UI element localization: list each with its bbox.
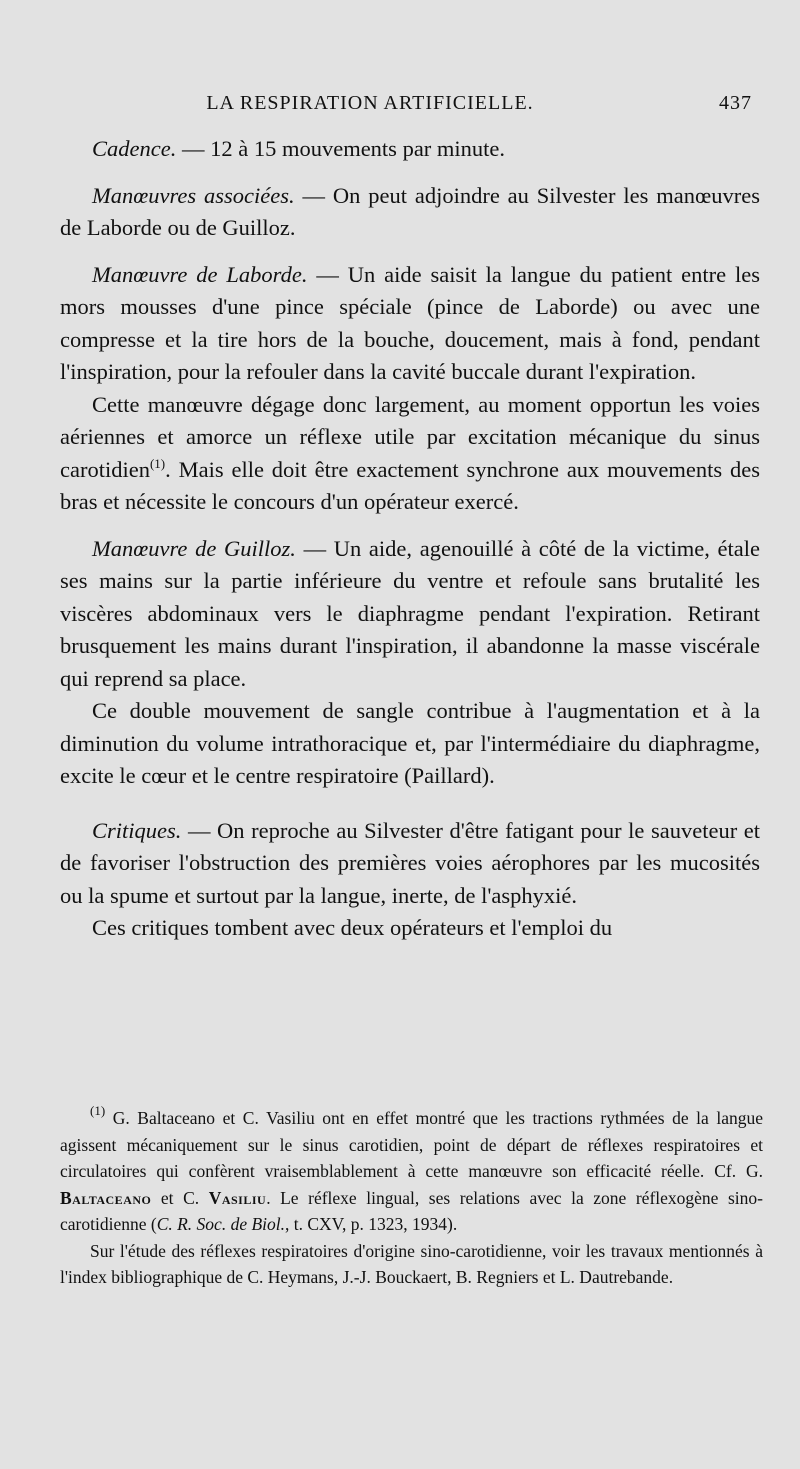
page-number: 437 [719,92,752,114]
main-text [60,133,760,945]
footnote-text: G. Baltaceano et C. Vasiliu ont en effet montré que les tractions rythmées de la langue agissent mécaniquement sur le sinus carotidien, point de départ de réflexes respiratoires et circulatoires qui confèrent vraisemblablement à cette manœuvre son efficacité réelle. Cf. G. [60,1108,763,1181]
paragraph-critiques [60,815,760,913]
paragraph-text: — On reproche au Silvester d'être fatigant pour le sauveteur et de favoriser l'obstruction des premières voies aérophores par les mucosités ou la spume et surtout par la langue, inerte, de l'asphyxié. [60,817,760,908]
running-title: LA RESPIRATION ARTIFICIELLE. [206,92,534,114]
paragraph-critiques-response [60,912,760,945]
paragraph-laborde-effect [60,389,760,519]
footnote-author: Baltaceano [60,1187,152,1208]
footnote-reference: (1) [149,455,166,471]
footnote-text: Sur l'étude des réflexes respiratoires d'origine sino-carotidienne, voir les travaux mentionnés à l'index bibliographique de C. Heymans, J.-J. Bouckaert, B. Regniers et L. Dautrebande. [60,1240,763,1287]
footnote-1 [60,1105,763,1238]
paragraph-guilloz-effect [60,695,760,793]
footnote-2 [60,1238,763,1291]
paragraph-label: Manœuvres associées. [92,182,295,208]
paragraph-manoeuvres-associees [60,180,760,245]
paragraph-manoeuvre-guilloz [60,533,760,696]
paragraph-text: Ce double mouvement de sangle contribue à l'augmentation et à la diminution du volume intrathoracique et, par l'intermédiaire du diaphragme, excite le cœur et le centre respiratoire (Paillard). [60,698,760,788]
paragraph-cadence [60,133,760,166]
footnote-author: Vasiliu [208,1187,267,1208]
page-header [60,92,760,120]
paragraph-text: — 12 à 15 mouvements par minute. [176,136,506,161]
footnotes [60,1105,763,1291]
paragraph-manoeuvre-laborde [60,259,760,389]
paragraph-label: Critiques. [92,817,182,843]
footnote-source: C. R. Soc. de Biol. [156,1214,285,1234]
paragraph-text: . Mais elle doit être exactement synchrone aux mouvements des bras et nécessite le concours d'un opérateur exercé. [60,456,760,514]
paragraph-text: Ces critiques tombent avec deux opérateurs et l'emploi du [92,915,613,940]
footnote-text: , t. CXV, p. 1323, 1934). [285,1214,458,1234]
paragraph-text: — On peut adjoindre au Silvester les manœuvres de Laborde ou de Guilloz. [60,182,760,240]
paragraph-label: Manœuvre de Guilloz. [92,535,296,561]
footnote-text: et C. [151,1187,209,1208]
paragraph-label: Manœuvre de Laborde. [92,261,308,287]
paragraph-text: — Un aide saisit la langue du patient entre les mors mousses d'une pince spéciale (pince de Laborde) ou avec une compresse et la tire hors de la bouche, doucement, mais à fond, pendant l'inspiration, pour la refouler dans la cavité buccale durant l'expiration. [60,261,760,384]
paragraph-text: Cette manœuvre dégage donc largement, au moment opportun les voies aériennes et amorce un réflexe utile par excitation mécanique du sinus carotidien [60,391,760,482]
paragraph-label: Cadence. [92,136,177,161]
footnote-marker: (1) [90,1103,106,1118]
paragraph-text: — Un aide, agenouillé à côté de la victime, étale ses mains sur la partie inférieure du ventre et refoule sans brutalité les viscères abdominaux vers le diaphragme pendant l'expiration. Retirant brusquement les mains durant l'inspiration, il abandonne la masse viscérale qui reprend sa place. [60,535,761,691]
footnote-text: . Le réflexe lingual, ses relations avec la zone réflexogène sino-carotidienne ( [60,1187,763,1234]
